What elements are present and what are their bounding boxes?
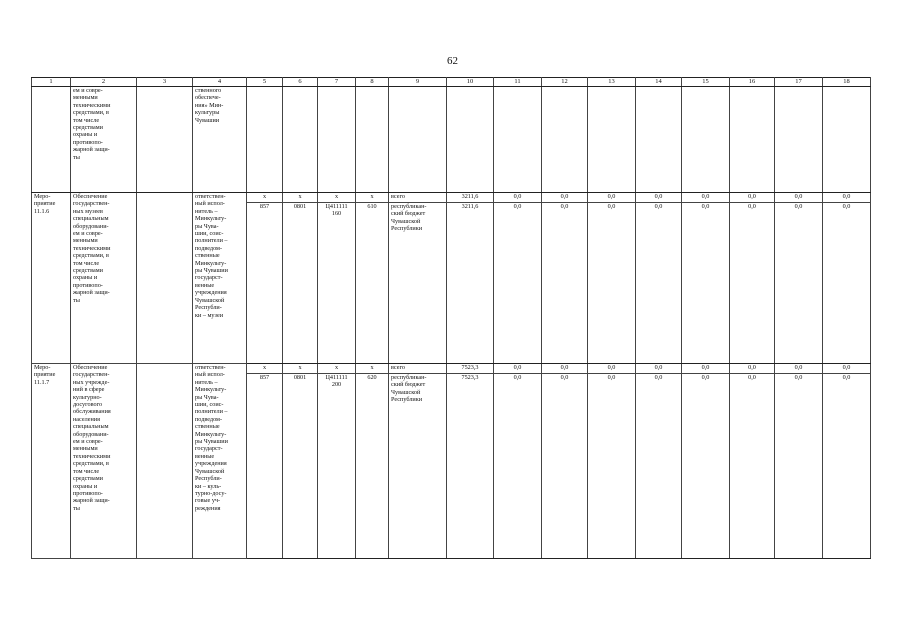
header-row (32, 78, 871, 87)
measure-label: Меро- приятие 11.1.7 (32, 364, 71, 559)
cell: 0,0 (823, 203, 871, 364)
cell: x (283, 193, 318, 203)
cell: 0,0 (588, 193, 636, 203)
cell: 0,0 (636, 203, 682, 364)
table-row (32, 193, 871, 203)
cell: 0,0 (588, 374, 636, 559)
header-cell: 6 (283, 78, 318, 87)
cell: 0,0 (542, 364, 588, 374)
header-cell: 7 (318, 78, 356, 87)
cell: 610 (356, 203, 389, 364)
header-cell: 17 (775, 78, 823, 87)
cell: 0,0 (823, 364, 871, 374)
cell: 857 (247, 203, 283, 364)
cell: x (356, 364, 389, 374)
cell: 0,0 (823, 374, 871, 559)
cell: 0,0 (542, 203, 588, 364)
header-cell: 3 (137, 78, 193, 87)
cell: 0,0 (588, 203, 636, 364)
header-cell: 10 (447, 78, 494, 87)
cell: республикан- ский бюджет Чувашской Республики (389, 203, 447, 364)
measure-name: Обеспечение государствен- ных учрежде- ний в сфере культурно- досугового обслуживания населения специальным оборудовани- ем и совре- менными техническими средствами, в том числе средствами охраны и противопо- жарной защи- ты (71, 364, 137, 559)
header-cell: 14 (636, 78, 682, 87)
header-cell: 15 (682, 78, 730, 87)
cell: 0,0 (494, 374, 542, 559)
cell: 0,0 (730, 364, 775, 374)
cell: Ц411111 200 (318, 374, 356, 559)
cell: 3211,6 (447, 193, 494, 203)
header-cell: 4 (193, 78, 247, 87)
header-cell: 11 (494, 78, 542, 87)
cell: 0,0 (775, 364, 823, 374)
cell: 0,0 (494, 364, 542, 374)
cell: 0,0 (588, 364, 636, 374)
cell: 7523,3 (447, 374, 494, 559)
header-cell: 18 (823, 78, 871, 87)
continuation-name: ем и совре- менными техническими средствами, в том числе средствами охраны и противопо- жарной защи- ты (71, 87, 137, 193)
header-cell: 9 (389, 78, 447, 87)
cell: x (356, 193, 389, 203)
cell: 0,0 (542, 374, 588, 559)
cell: x (318, 364, 356, 374)
measure-label: Меро- приятие 11.1.6 (32, 193, 71, 364)
header-cell: 8 (356, 78, 389, 87)
cell: 0,0 (730, 203, 775, 364)
cell: x (318, 193, 356, 203)
cell: 0,0 (494, 203, 542, 364)
cell: 620 (356, 374, 389, 559)
cell: всего (389, 193, 447, 203)
cell: x (247, 364, 283, 374)
header-cell: 2 (71, 78, 137, 87)
cell: всего (389, 364, 447, 374)
continuation-row (32, 87, 871, 193)
budget-table (31, 77, 871, 559)
cell: Ц411111 160 (318, 203, 356, 364)
cell: 0,0 (823, 193, 871, 203)
cell: x (283, 364, 318, 374)
header-cell: 13 (588, 78, 636, 87)
cell: 0,0 (682, 364, 730, 374)
table-row (32, 364, 871, 374)
continuation-executor: ственного обеспече- ния» Мин- культуры Чувашии (193, 87, 247, 193)
header-cell: 12 (542, 78, 588, 87)
cell: 0,0 (494, 193, 542, 203)
cell: 857 (247, 374, 283, 559)
cell: 0,0 (636, 193, 682, 203)
cell: 0801 (283, 203, 318, 364)
measure-name: Обеспечение государствен- ных музеев специальным оборудовани- ем и совре- менными техническими средствами, в том числе средствами охраны и противопо- жарной защи- ты (71, 193, 137, 364)
cell: 0,0 (682, 374, 730, 559)
page-number: 62 (447, 55, 458, 67)
cell: x (247, 193, 283, 203)
cell: 0,0 (775, 203, 823, 364)
cell: 0,0 (730, 374, 775, 559)
cell: 0,0 (775, 374, 823, 559)
header-cell: 16 (730, 78, 775, 87)
cell: 0,0 (682, 203, 730, 364)
cell: 7523,3 (447, 364, 494, 374)
cell: 3211,6 (447, 203, 494, 364)
cell: 0,0 (682, 193, 730, 203)
measure-executor: ответствен- ный испол- нитель – Минкульту- ры Чува- шии, соис- полнители – подведом- ственные Минкульту- ры Чувашии государст- венные учреждения Чувашской Республи- ки – музеи (193, 193, 247, 364)
cell: 0,0 (542, 193, 588, 203)
cell: 0,0 (636, 364, 682, 374)
header-cell: 1 (32, 78, 71, 87)
header-cell: 5 (247, 78, 283, 87)
measure-executor: ответствен- ный испол- нитель – Минкульту- ры Чува- шии, соис- полнители – подведом- ственные Минкульту- ры Чувашии государст- венные учреждения Чувашской Республи- ки – куль- турно-досу- говые уч- реждения (193, 364, 247, 559)
cell: республикан- ский бюджет Чувашской Республики (389, 374, 447, 559)
cell: 0,0 (730, 193, 775, 203)
cell: 0801 (283, 374, 318, 559)
cell: 0,0 (775, 193, 823, 203)
cell: 0,0 (636, 374, 682, 559)
